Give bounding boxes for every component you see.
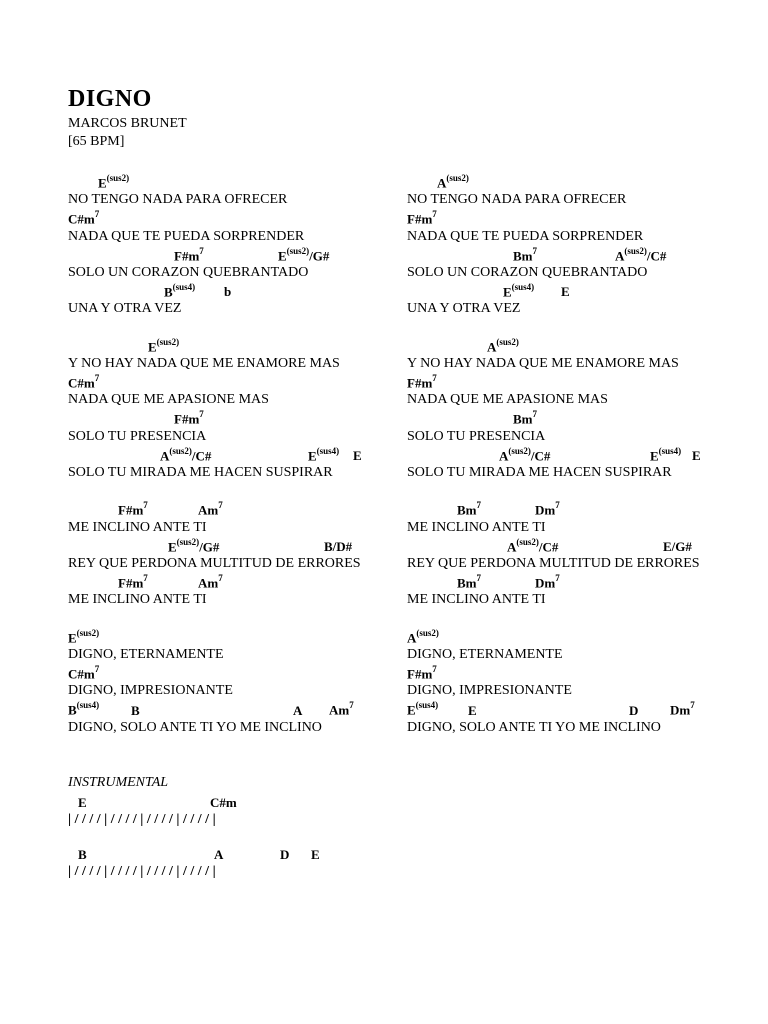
chord	[457, 501, 481, 518]
chord-extension: (sus4)	[511, 281, 535, 292]
chord	[98, 174, 129, 191]
chord-line	[407, 501, 737, 519]
chord-line	[68, 501, 398, 519]
chord-extension: 7	[94, 372, 100, 383]
chord-root: C#m	[68, 666, 95, 682]
chord	[174, 410, 204, 427]
chord-line	[407, 538, 737, 556]
chord	[437, 174, 469, 191]
chord-root: A	[407, 629, 417, 645]
chord	[513, 247, 537, 264]
chord-line	[407, 247, 737, 265]
instrumental-row-2	[68, 846, 398, 882]
chord-line	[407, 174, 737, 192]
chord-root: C#m	[210, 795, 237, 811]
chord	[670, 701, 695, 718]
chord	[324, 539, 352, 555]
lyric-line: DIGNO, ETERNAMENTE	[68, 646, 224, 662]
lyric-line: REY QUE PERDONA MULTITUD DE ERRORES	[407, 555, 700, 571]
chord-line	[68, 665, 398, 683]
chord	[615, 247, 666, 264]
chord	[214, 847, 223, 863]
chord-root: B/D#	[324, 538, 353, 554]
chord	[535, 574, 560, 591]
chord	[118, 501, 148, 518]
chord-root: F#m	[407, 375, 433, 391]
verse-spacer	[68, 320, 398, 338]
chord	[487, 338, 519, 355]
chord-line	[407, 210, 737, 228]
chord	[311, 847, 320, 863]
chord-line	[407, 338, 737, 356]
chord-extension: 7	[532, 409, 537, 420]
left-column	[68, 174, 398, 738]
chord-extension: 7	[555, 572, 560, 583]
chord-extension: 7	[143, 500, 148, 511]
chord-extension: 7	[143, 572, 148, 583]
chord-root: E/G#	[663, 538, 692, 554]
chord-extension: 7	[476, 500, 481, 511]
chord-line	[407, 374, 737, 392]
chord-root: F#m	[174, 411, 200, 427]
chord-line	[68, 447, 398, 465]
chord-root: E	[561, 284, 570, 300]
lyric-line: NADA QUE TE PUEDA SORPRENDER	[407, 228, 644, 244]
chord	[278, 247, 329, 264]
chord-extension: 7	[199, 409, 204, 420]
chord-extension: 7	[532, 245, 537, 256]
chord-extension: (sus4)	[316, 445, 340, 456]
lyric-line: UNA Y OTRA VEZ	[407, 301, 521, 317]
chord-extension: 7	[432, 663, 437, 674]
chord-root: E	[650, 448, 659, 463]
chord-root: E	[311, 847, 320, 863]
chord-root: E	[168, 538, 177, 554]
chord-root: C#m	[68, 375, 95, 391]
chord-bass: /G#	[309, 247, 330, 263]
chord-extension: (sus2)	[624, 245, 647, 256]
chord	[148, 338, 179, 355]
chord-extension: (sus4)	[415, 700, 439, 711]
chord-root: E	[98, 175, 107, 191]
chord-extension: (sus2)	[508, 445, 531, 456]
chord-root: B	[164, 284, 173, 300]
chord	[468, 703, 477, 719]
chord-root: F#m	[174, 247, 200, 263]
chord-line	[68, 629, 398, 647]
chord-root: b	[224, 284, 232, 300]
chord	[118, 574, 148, 591]
chord-root: D	[280, 847, 290, 863]
chord-root: B	[68, 702, 77, 718]
chord	[407, 374, 437, 391]
chord	[507, 538, 558, 555]
chord-extension: 7	[199, 245, 204, 256]
chord-root: E	[148, 338, 157, 354]
chord-root: E	[278, 247, 287, 263]
chord-extension: (sus2)	[176, 536, 200, 547]
chord-root: Am	[329, 702, 350, 718]
chord-extension: 7	[218, 500, 223, 511]
chord	[68, 210, 99, 227]
chord-line	[68, 174, 398, 192]
chord-extension: 7	[690, 700, 695, 711]
lyric-line: Y NO HAY NADA QUE ME ENAMORE MAS	[407, 355, 679, 371]
chord-line	[68, 210, 398, 228]
chord-line	[407, 629, 737, 647]
chord	[68, 701, 99, 718]
chord-extension: 7	[432, 209, 437, 220]
chord	[68, 629, 99, 646]
chord-root: F#m	[118, 502, 144, 518]
chord	[457, 574, 481, 591]
chord	[210, 795, 237, 811]
chord-line	[68, 846, 398, 864]
chord-extension: (sus2)	[496, 336, 519, 347]
chord-root: Dm	[670, 702, 691, 718]
chord-root: Bm	[457, 575, 477, 591]
verse-spacer	[407, 320, 737, 338]
chord-bass: /C#	[530, 448, 551, 463]
chord	[168, 538, 219, 555]
lyric-line: ME INCLINO ANTE TI	[407, 592, 546, 608]
chord-line	[407, 283, 737, 301]
chord-root: E	[407, 702, 416, 718]
chord-extension: (sus2)	[516, 536, 539, 547]
bar-slashes: | / / / / | / / / / | / / / / | / / / / |	[68, 864, 216, 880]
chord-line	[407, 410, 737, 428]
lyric-line: NADA QUE TE PUEDA SORPRENDER	[68, 228, 305, 244]
chord-root: A	[507, 538, 517, 554]
verse-spacer	[68, 483, 398, 501]
chord-root: F#m	[118, 575, 144, 591]
chord-extension: (sus2)	[416, 627, 439, 638]
chord	[629, 703, 638, 719]
chord	[78, 847, 87, 863]
verse-spacer	[407, 483, 737, 501]
chord	[198, 501, 223, 518]
chord-bass: /G#	[199, 538, 220, 554]
chord-bass: /C#	[191, 448, 212, 463]
lyric-line: ME INCLINO ANTE TI	[68, 592, 207, 608]
chord-extension: 7	[94, 663, 100, 674]
chord	[353, 448, 362, 464]
lyric-line: NO TENGO NADA PARA OFRECER	[407, 192, 627, 208]
chord	[663, 539, 692, 555]
chord-root: E	[68, 629, 77, 645]
chord-root: A	[160, 448, 170, 463]
chord-root: A	[437, 175, 447, 191]
chord	[68, 374, 99, 391]
chord-line	[68, 283, 398, 301]
lyric-line: NADA QUE ME APASIONE MAS	[68, 392, 269, 408]
chord-root: E	[353, 448, 362, 463]
lyric-line: SOLO TU MIRADA ME HACEN SUSPIRAR	[407, 465, 672, 480]
chord	[164, 283, 195, 300]
chord	[692, 448, 701, 464]
chord-extension: 7	[218, 572, 223, 583]
chord-extension: 7	[476, 572, 481, 583]
chord	[535, 501, 560, 518]
chord	[131, 703, 140, 719]
chord	[160, 447, 211, 464]
chord-extension: (sus2)	[286, 245, 310, 256]
song-title: DIGNO	[68, 86, 152, 112]
chord-line	[68, 247, 398, 265]
chord-root: E	[503, 284, 512, 300]
chord-line	[68, 574, 398, 592]
lyric-line: DIGNO, IMPRESIONANTE	[407, 683, 572, 699]
chord-root: A	[487, 338, 497, 354]
chord-root: E	[78, 795, 87, 811]
lyric-line: SOLO TU MIRADA ME HACEN SUSPIRAR	[68, 465, 333, 480]
lyric-line: REY QUE PERDONA MULTITUD DE ERRORES	[68, 555, 361, 571]
chord-root: E	[308, 448, 317, 463]
chord	[329, 701, 354, 718]
chord-extension: (sus4)	[658, 445, 682, 456]
chord-extension: (sus4)	[172, 281, 196, 292]
chord	[650, 447, 681, 464]
song-tempo: [65 BPM]	[68, 134, 125, 149]
chord-extension: 7	[349, 700, 354, 711]
chord-line	[68, 538, 398, 556]
chord-root: F#m	[407, 666, 433, 682]
chord-root: C#m	[68, 211, 95, 227]
chord	[561, 284, 570, 300]
lyric-line: DIGNO, IMPRESIONANTE	[68, 683, 233, 699]
chord	[198, 574, 223, 591]
lyric-line: NADA QUE ME APASIONE MAS	[407, 392, 608, 408]
chord-extension: (sus2)	[446, 172, 469, 183]
right-column	[407, 174, 737, 738]
chord	[293, 703, 302, 719]
lyric-line: SOLO UN CORAZON QUEBRANTADO	[68, 264, 309, 280]
chord-root: A	[615, 247, 625, 263]
chord-line	[407, 447, 737, 465]
lyric-line: SOLO TU PRESENCIA	[68, 428, 207, 444]
bar-slashes: | / / / / | / / / / | / / / / | / / / / |	[68, 812, 216, 828]
chord	[224, 284, 231, 300]
chord-bass: /C#	[646, 247, 667, 263]
song-artist: MARCOS BRUNET	[68, 116, 187, 131]
verse-spacer	[407, 611, 737, 629]
lyric-line: DIGNO, SOLO ANTE TI YO ME INCLINO	[68, 719, 322, 735]
chord-extension: (sus4)	[76, 700, 100, 711]
lyric-line: UNA Y OTRA VEZ	[68, 301, 182, 317]
chord-root: Dm	[535, 502, 556, 518]
chord-extension: (sus2)	[76, 627, 100, 638]
chord-extension: 7	[432, 372, 437, 383]
lyric-line: NO TENGO NADA PARA OFRECER	[68, 192, 288, 208]
chord-root: A	[214, 847, 224, 863]
chord-root: E	[468, 702, 477, 718]
chord	[174, 247, 204, 264]
chord-extension: (sus2)	[156, 336, 180, 347]
chord	[499, 447, 550, 464]
chord	[513, 410, 537, 427]
lyric-line: SOLO TU PRESENCIA	[407, 428, 546, 444]
chord	[78, 795, 87, 811]
lyric-line: DIGNO, SOLO ANTE TI YO ME INCLINO	[407, 719, 661, 735]
chord-root: B	[131, 702, 140, 718]
lyric-line: ME INCLINO ANTE TI	[407, 519, 546, 535]
chord-line	[407, 665, 737, 683]
chord	[407, 629, 439, 646]
chord	[503, 283, 534, 300]
chord-line	[68, 410, 398, 428]
chord	[407, 210, 437, 227]
chord-line	[407, 701, 737, 719]
chord-root: A	[499, 448, 509, 463]
chord-root: Bm	[513, 247, 533, 263]
chord-root: A	[293, 702, 303, 718]
chord-root: Bm	[513, 411, 533, 427]
chord-root: Dm	[535, 575, 556, 591]
instrumental-label: INSTRUMENTAL	[68, 775, 169, 790]
chord-root: Bm	[457, 502, 477, 518]
chord	[407, 665, 437, 682]
chord-root: E	[692, 448, 701, 463]
chord-line	[407, 574, 737, 592]
lyric-line: SOLO UN CORAZON QUEBRANTADO	[407, 264, 648, 280]
chord-root: F#m	[407, 211, 433, 227]
chord-root: Am	[198, 575, 219, 591]
chord-line	[68, 338, 398, 356]
chord-bass: /C#	[538, 538, 559, 554]
chord-extension: (sus2)	[106, 172, 130, 183]
chord	[280, 847, 289, 863]
lyric-line: Y NO HAY NADA QUE ME ENAMORE MAS	[68, 355, 340, 371]
lyric-line: DIGNO, ETERNAMENTE	[407, 646, 563, 662]
chord-line	[68, 374, 398, 392]
verse-spacer	[68, 611, 398, 629]
chord-extension: 7	[94, 209, 100, 220]
lyric-line: ME INCLINO ANTE TI	[68, 519, 207, 535]
chord	[407, 701, 438, 718]
chord-line	[68, 794, 398, 812]
chord-extension: 7	[555, 500, 560, 511]
chord	[308, 447, 339, 464]
chord	[68, 665, 99, 682]
instrumental-row-1	[68, 794, 398, 830]
chord-extension: (sus2)	[169, 445, 192, 456]
chord-line	[68, 701, 398, 719]
chord-root: Am	[198, 502, 219, 518]
chord-root: B	[78, 847, 87, 863]
chord-root: D	[629, 702, 639, 718]
